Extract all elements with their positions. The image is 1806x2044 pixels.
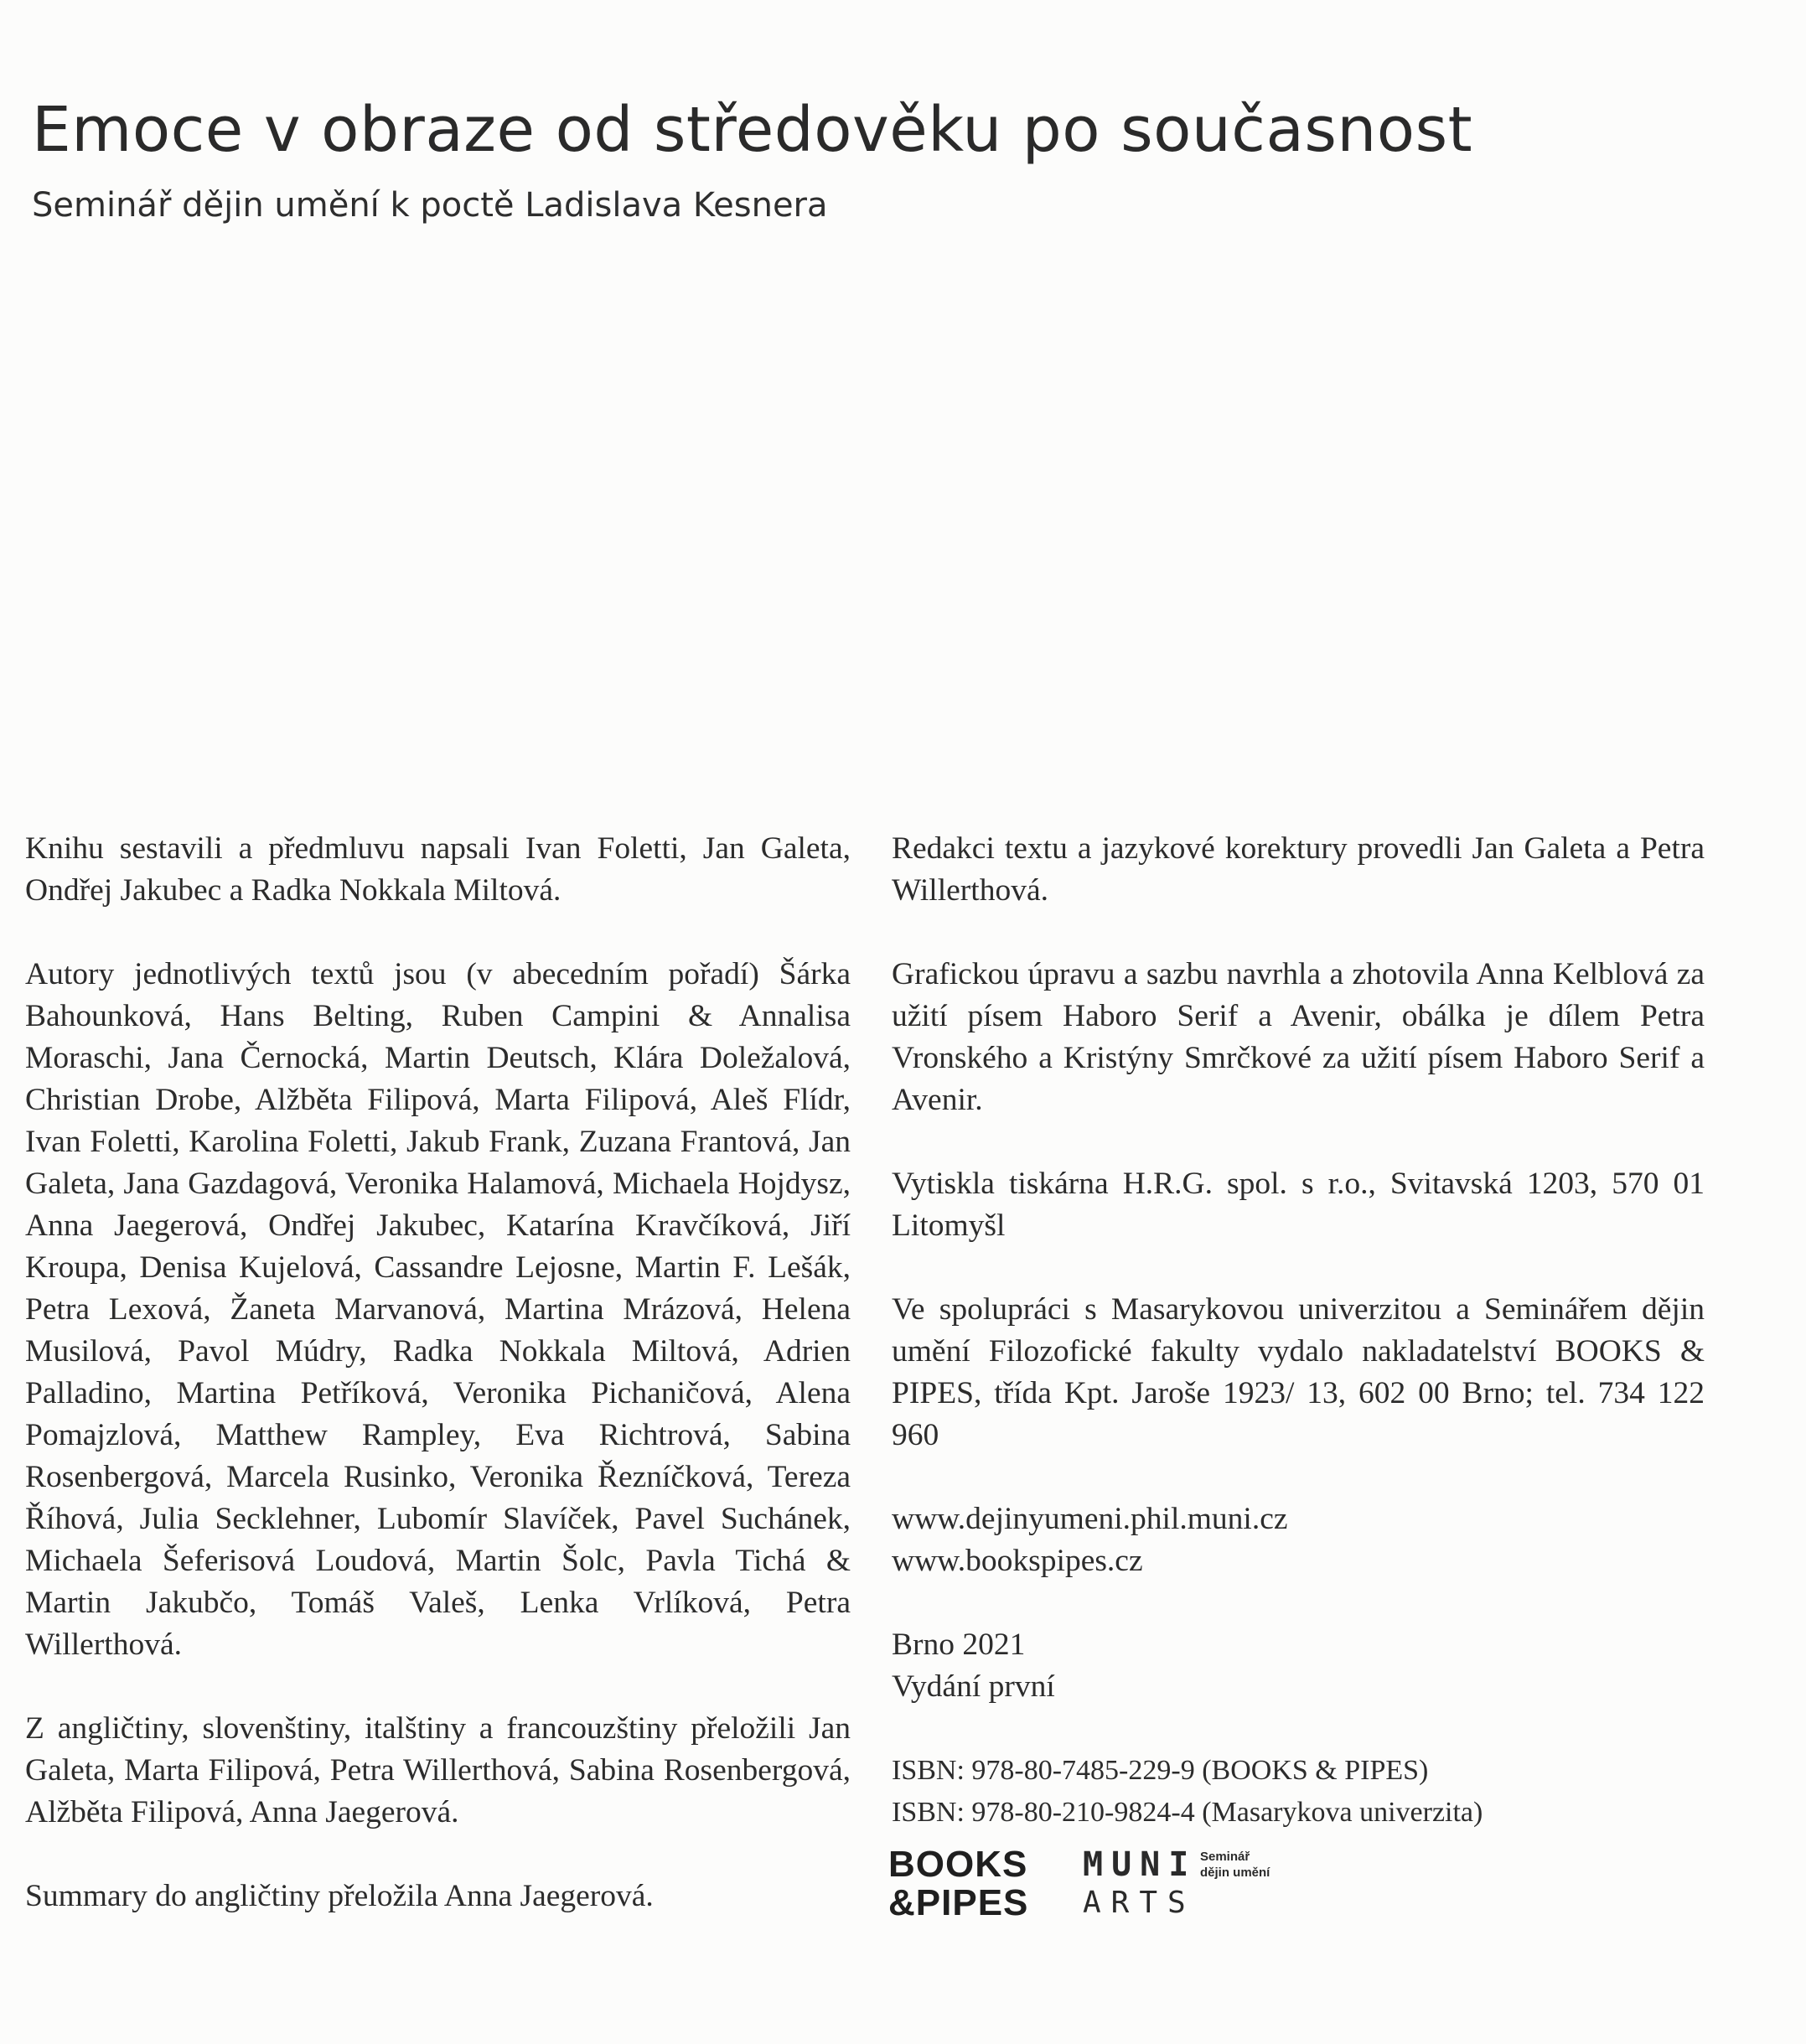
edition: Vydání první xyxy=(892,1669,1055,1704)
seminar-logo-line2: dějin umění xyxy=(1200,1865,1270,1880)
books-pipes-logo-line1: BOOKS xyxy=(888,1844,1028,1885)
redaction-paragraph: Redakci textu a jazykové korektury provedli Jan Galeta a Petra Willerthová. xyxy=(892,831,1705,908)
credits-left-column xyxy=(25,828,851,1959)
books-pipes-logo xyxy=(888,1845,1028,1922)
seminar-logo xyxy=(1200,1849,1270,1881)
translators-paragraph: Z angličtiny, slovenštiny, italštiny a francouzštiny přeložili Jan Galeta, Marta Filipová, Petra Willerthová, Sabina Rosenbergová, Alžběta Filipová, Anna Jaegerová. xyxy=(25,1711,851,1829)
website-link-bookspipes[interactable]: www.bookspipes.cz xyxy=(892,1544,1143,1578)
credits-right-column xyxy=(892,828,1705,1834)
printer-paragraph: Vytiskla tiskárna H.R.G. spol. s r.o., Svitavská 1203, 570 01 Litomyšl xyxy=(892,1167,1705,1243)
website-link-dejinyumeni[interactable]: www.dejinyumeni.phil.muni.cz xyxy=(892,1502,1288,1536)
publisher-paragraph: Ve spolupráci s Masarykovou univerzitou a Seminářem dějin umění Filozofické fakulty vydalo nakladatelství BOOKS & PIPES, třída Kpt. Jaroše 1923/ 13, 602 00 Brno; tel. 734 122 960 xyxy=(892,1292,1705,1452)
books-pipes-logo-line2: &PIPES xyxy=(888,1882,1029,1923)
muni-logo-text: MUNI xyxy=(1083,1845,1198,1884)
design-paragraph: Grafickou úpravu a sazbu navrhla a zhotovila Anna Kelblová za užití písem Haboro Serif a Avenir, obálka je dílem Petra Vronského a Kristýny Smrčkové za užití písem Haboro Serif a Avenir. xyxy=(892,957,1705,1117)
summary-translator-paragraph: Summary do angličtiny přeložila Anna Jaegerová. xyxy=(25,1879,654,1913)
authors-paragraph: Autory jednotlivých textů jsou (v abecedním pořadí) Šárka Bahounková, Hans Belting, Ruben Campini & Annalisa Moraschi, Jana Černocká, Martin Deutsch, Klára Doležalová, Christian Drobe, Alžběta Filipová, Marta Filipová, Aleš Flídr, Ivan Foletti, Karolina Foletti, Jakub Frank, Zuzana Frantová, Jan Galeta, Jana Gazdagová, Veronika Halamová, Michaela Hojdysz, Anna Jaegerová, Ondřej Jakubec, Katarína Kravčíková, Jiří Kroupa, Denisa Kujelová, Cassandre Lejosne, Martin F. Lešák, Petra Lexová, Žaneta Marvanová, Martina Mrázová, Helena Musilová, Pavol Múdry, Radka Nokkala Miltová, Adrien Palladino, Martina Petříková, Veronika Pichaničová, Alena Pomajzlová, Matthew Rampley, Eva Richtrová, Sabina Rosenbergová, Marcela Rusinko, Veronika Řezníčková, Tereza Říhová, Julia Secklehner, Lubomír Slavíček, Pavel Suchánek, Michaela Šeferisová Loudová, Martin Šolc, Pavla Tichá & Martin Jakubčo, Tomáš Valeš, Lenka Vrlíková, Petra Willerthová. xyxy=(25,957,851,1662)
book-title: Emoce v obraze od středověku po současnost xyxy=(32,94,1473,166)
isbn-books-pipes: ISBN: 978-80-7485-229-9 (BOOKS & PIPES) xyxy=(892,1755,1429,1786)
publisher-logos xyxy=(888,1845,1324,1926)
book-subtitle: Seminář dějin umění k poctě Ladislava Kesnera xyxy=(32,186,828,225)
seminar-logo-line1: Seminář xyxy=(1200,1850,1250,1864)
arts-logo-text: ARTS xyxy=(1083,1886,1196,1920)
isbn-muni: ISBN: 978-80-210-9824-4 (Masarykova univerzita) xyxy=(892,1797,1483,1828)
place-year: Brno 2021 xyxy=(892,1627,1026,1662)
editors-paragraph: Knihu sestavili a předmluvu napsali Ivan Foletti, Jan Galeta, Ondřej Jakubec a Radka Nokkala Miltová. xyxy=(25,831,851,908)
muni-arts-logo xyxy=(1083,1845,1197,1922)
